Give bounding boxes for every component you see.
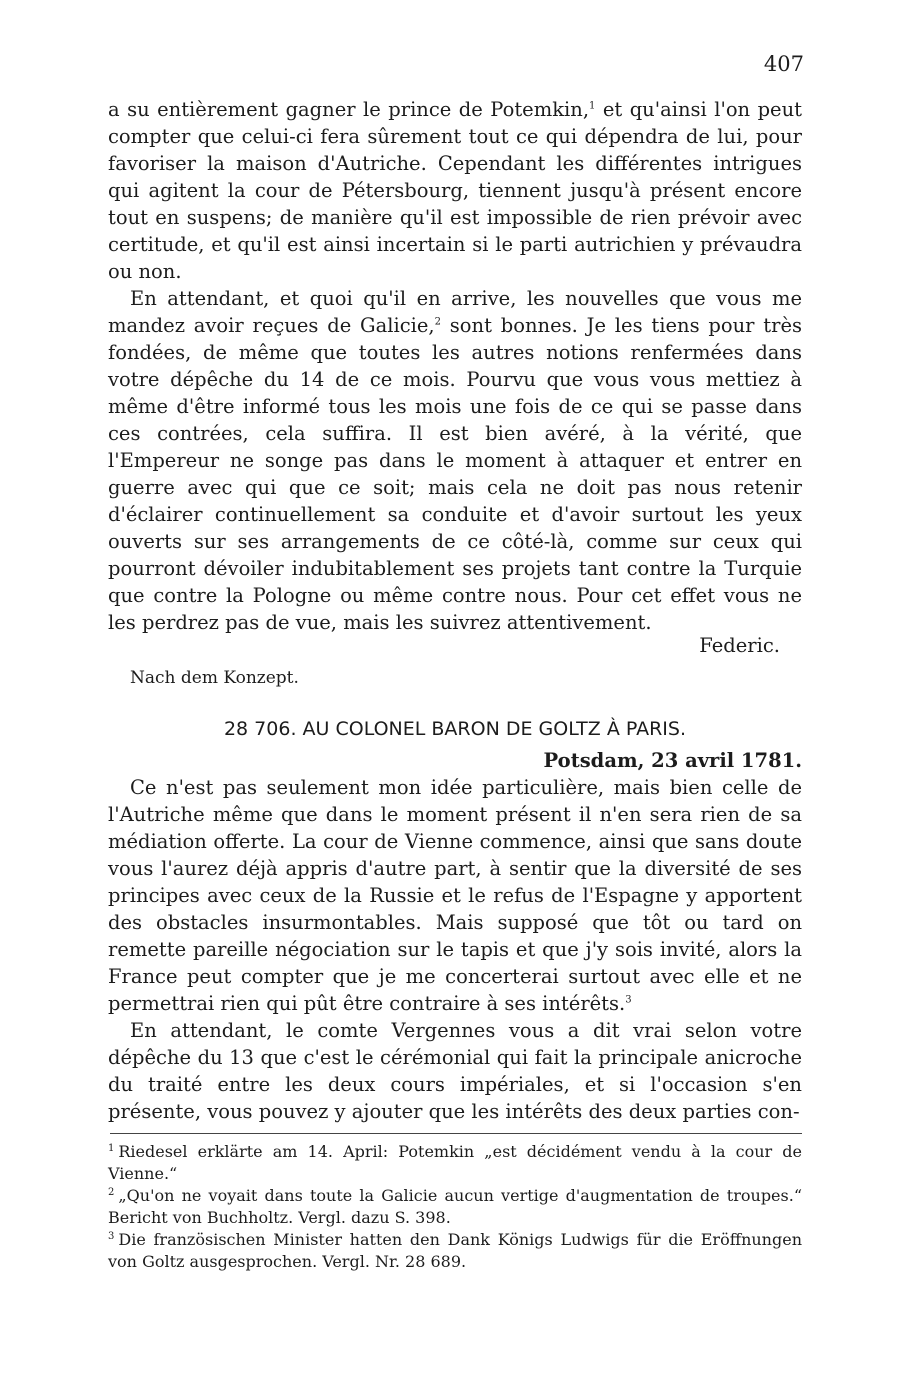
footnote: $^3$ Die französischen Minister hatten den Dank Königs Ludwigs für die Eröffnungen von Goltz ausgesprochen. Vergl. Nr. 28 689. <box>108 1230 802 1271</box>
footnote: $^1$ Riedesel erklärte am 14. April: Potemkin „est décidément vendu à la cour de Vienne.“ <box>108 1142 802 1183</box>
footnote: $^2$ „Qu'on ne voyait dans toute la Galicie aucun vertige d'augmentation de troupes.“ Bericht von Buchholtz. Vergl. dazu S. 398. <box>108 1186 802 1227</box>
signature: Federic. <box>699 634 780 657</box>
paragraph: En attendant, et quoi qu'il en arrive, les nouvelles que vous me mandez avoir reçues de Galicie,$^2$ sont bonnes. Je les tiens pour très fondées, de même que toutes les autres notions renfermées dans votre dépêche du 14 de ce mois. Pourvu que vous vous mettiez à même d'être informé tous les mois une fois de ce qui se passe dans ces contrées, cela suffira. Il est bien avéré, à la vérité, que l'Empereur ne songe pas dans le moment à attaquer et entrer en guerre avec qui que ce soit; mais cela ne doit pas nous retenir d'éclairer continuellement sa conduite et d'avoir surtout les yeux ouverts sur ses arrangements de ce côté-là, comme sur ceux qui pourront dévoiler indubitablement ses projets tant contre la Turquie que contre la Pologne ou même contre nous. Pour cet effet vous ne les perdrez pas de vue, mais les suivrez attentivement. <box>108 287 802 634</box>
footnote-ref: 1 <box>589 100 596 112</box>
paragraph: En attendant, le comte Vergennes vous a dit vrai selon votre dépêche du 13 que c'est le cérémonial qui fait la principale anicroche du traité entre les deux cours impériales, et si l'occasion s'en présente, vous pouvez y ajouter que les intérêts des deux parties con- <box>108 1019 802 1123</box>
paragraph: a su entièrement gagner le prince de Potemkin,$^1$ et qu'ainsi l'on peut compter que celui-ci fera sûrement tout ce qui dépendra de lui, pour favoriser la maison d'Autriche. Cependant les différentes intrigues qui agitent la cour de Pétersbourg, tiennent jusqu'à présent encore tout en suspens; de manière qu'il est impossible de rien prévoir avec certitude, et qu'il est ainsi incertain si le parti autrichien y prévaudra ou non. <box>108 98 802 283</box>
footnote-ref: 3 <box>625 994 632 1006</box>
dateline: Potsdam, 23 avril 1781. <box>543 749 802 772</box>
footnote-ref: 2 <box>434 316 441 328</box>
letter-heading: 28 706. AU COLONEL BARON DE GOLTZ À PARIS. <box>223 718 687 740</box>
footnotes <box>108 1141 802 1273</box>
page-number: 407 <box>763 52 804 76</box>
source-note: Nach dem Konzept. <box>130 668 299 688</box>
paragraph: Ce n'est pas seulement mon idée particulière, mais bien celle de l'Autriche même que dans le moment présent il n'en sera rien de sa médiation offerte. La cour de Vienne commence, ainsi que sans doute vous l'aurez déjà appris d'autre part, à sentir que la diversité de ses principes avec ceux de la Russie et le refus de l'Espagne y apportent des obstacles insurmontables. Mais supposé que tôt ou tard on remette pareille négociation sur le tapis et que j'y sois invité, alors la France peut compter que je me concerterai surtout avec elle et ne permettrai rien qui pût être contraire à ses intérêts.$^3$ <box>108 776 802 1015</box>
main-text <box>108 96 802 1125</box>
footnote-divider <box>110 1133 802 1134</box>
